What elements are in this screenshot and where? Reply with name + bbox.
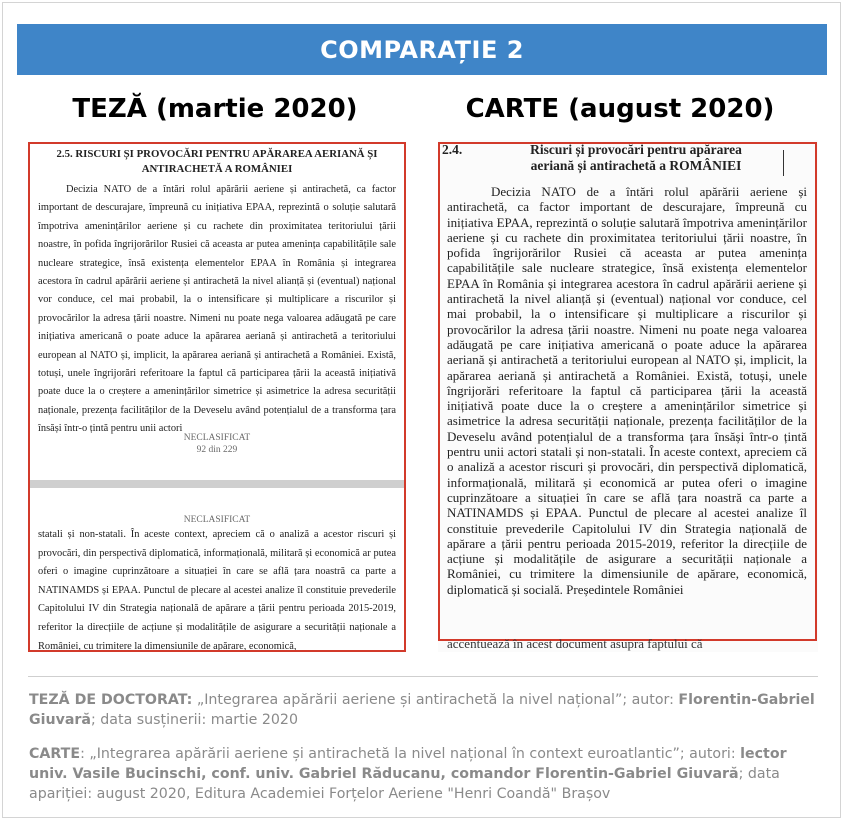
thesis-classification-bottom: NECLASIFICAT [183, 515, 251, 525]
thesis-heading-line2: ANTIRACHETĂ A ROMÂNIEI [141, 163, 293, 175]
book-paragraph: Decizia NATO de a întări rolul apărării aeriene și antirachetă, ca factor important de descurajare, împreună cu inițiativa EPAA, reprezintă o soluție salutară împotriva amenințărilor aeriene și cu rachete din proximitatea teritoriului țării noastre, în pofida îngrijorărilor Rusiei că aceasta ar putea amenința capabilitățile sale nucleare strategice, însă existența elementelor EPAA în România și integrarea acestora în cadrul apărării aeriene și antirachetă la nivel alianță și (eventual) național vor conduce, cel mai probabil, la o intensificare și multiplicare a riscurilor și provocărilor la adresa țării noastre. Nimeni nu poate nega valoarea adăugată pe care inițiativa americană o poate aduce la apărarea aeriană și antirachetă a teritoriului european al NATO și, implicit, la apărarea aeriană și antirachetă a României. Există, totuși, unele îngrijorări referitoare la faptul că participarea țării la această inițiativă poate duce la o creștere a amenințărilor simetrice și asimetrice la adresa securității naționale, prezența facilităților de la Deveselu având potențialul de a transforma țara însăși într-o țintă pentru unii actori statali și non-statali. În aceste context, apreciem că o analiză a acestor riscuri și provocări, din perspectivă diplomatică, informațională, militară și economică ar putea oferi o imagine cuprinzătoare a situației în care se află țara noastră ca parte a NATINAMDS și EPAA. Punctul de plecare al acestei analize îl constituie prevederile Capitolului IV din Strategia națională de apărare a țării pentru perioada 2015-2019, referitor la direcțiile de acțiune și modalitățile de asigurare a securității naționale a României, cu trimitere la dimensiunile de apărare, economică, diplomatică și socială. Președintele României [447, 184, 807, 597]
thesis-column-title: TEZĂ (martie 2020) [72, 94, 358, 124]
comparison-banner [17, 24, 827, 75]
book-heading-number: 2.4. [442, 142, 463, 157]
thesis-heading [38, 147, 396, 177]
thesis-heading-line1: 2.5. RISCURI ȘI PROVOCĂRI PENTRU APĂRAREA AERIANĂ ȘI [56, 148, 378, 160]
book-caption-text2: ; data apariției: august 2020, Editura Academiei Forțelor Aeriene "Henri Coandă" Brașov [29, 766, 780, 802]
thesis-caption-author: Florentin-Gabriel Giuvară [29, 692, 815, 728]
book-heading-line2: aeriană și antirachetă a ROMÂNIEI [530, 158, 742, 173]
thesis-caption-text2: ; data susținerii: martie 2020 [91, 712, 298, 728]
book-caption-authors: lector univ. Vasile Bucinschi, conf. univ. Gabriel Răducanu, comandor Florentin-Gabriel Giuvară [29, 746, 787, 782]
book-caption [29, 744, 819, 804]
text-cursor-mark [783, 150, 784, 176]
book-excerpt [438, 140, 818, 652]
book-heading [486, 142, 786, 174]
thesis-excerpt [28, 142, 406, 652]
thesis-page-number: 92 din 229 [196, 445, 238, 455]
book-caption-label: CARTE [29, 746, 81, 762]
banner-title: COMPARAȚIE 2 [320, 35, 524, 64]
thesis-caption [29, 690, 819, 730]
thesis-paragraph-1: Decizia NATO de a întări rolul apărării aeriene și antirachetă, ca factor important de descurajare, împreună cu inițiativa EPAA, reprezintă o soluție salutară împotriva amenințărilor aeriene și cu rachete din proximitatea teritoriului țării noastre, în pofida îngrijorărilor Rusiei că aceasta ar putea amenința capabilitățile sale nucleare strategice, însă existența elementelor EPAA în România și integrarea acestora în cadrul apărării aeriene și antirachetă la nivel alianță și (eventual) național vor conduce, cel mai probabil, la o intensificare și multiplicare a riscurilor și provocărilor la adresa țării noastre. Nimeni nu poate nega valoarea adăugată pe care inițiativa americană o poate aduce la apărarea aeriană și antirachetă a teritoriului european al NATO și, implicit, la apărarea aeriană și antirachetă a României. Există, totuși, unele îngrijorări referitoare la faptul că participarea țării la această inițiativă poate duce la o creștere a amenințărilor simetrice și asimetrice la adresa securității naționale, prezența facilităților de la Deveselu având potențialul de a transforma țara însăși într-o țintă pentru unii actori [38, 184, 396, 435]
thesis-page-top [38, 147, 396, 439]
book-heading-line1: Riscuri și provocări pentru apărarea [530, 142, 742, 157]
book-overflow-line: accentuează în acest document asupra faptului că [447, 636, 703, 651]
thesis-caption-text1: „Integrarea apărării aeriene și antirachetă la nivel național”; autor: [192, 692, 679, 708]
thesis-classification-top: NECLASIFICAT [183, 433, 251, 443]
page-break-band [28, 480, 406, 488]
book-caption-text1: : „Integrarea apărării aeriene și antirachetă la nivel național în context euroatlantic”; autori: [80, 746, 741, 762]
book-text [447, 184, 807, 597]
caption-divider [28, 676, 818, 677]
thesis-caption-label: TEZĂ DE DOCTORAT: [29, 692, 193, 708]
thesis-paragraph-2: statali și non-statali. În aceste context, apreciem că o analiză a acestor riscuri și provocări, din perspectivă diplomatică, informațională, militară și economică ar putea oferi o imagine cuprinzătoare a situației în care se află țara noastră ca parte a NATINAMDS și EPAA. Punctul de plecare al acestei analize îl constituie prevederile Capitolului IV din Strategia națională de apărare a țării pentru perioada 2015-2019, referitor la direcțiile de acțiune și modalitățile de asigurare a securității naționale a României, cu trimitere la dimensiunile de apărare, economică, [38, 529, 396, 652]
book-column-title: CARTE (august 2020) [465, 94, 775, 124]
